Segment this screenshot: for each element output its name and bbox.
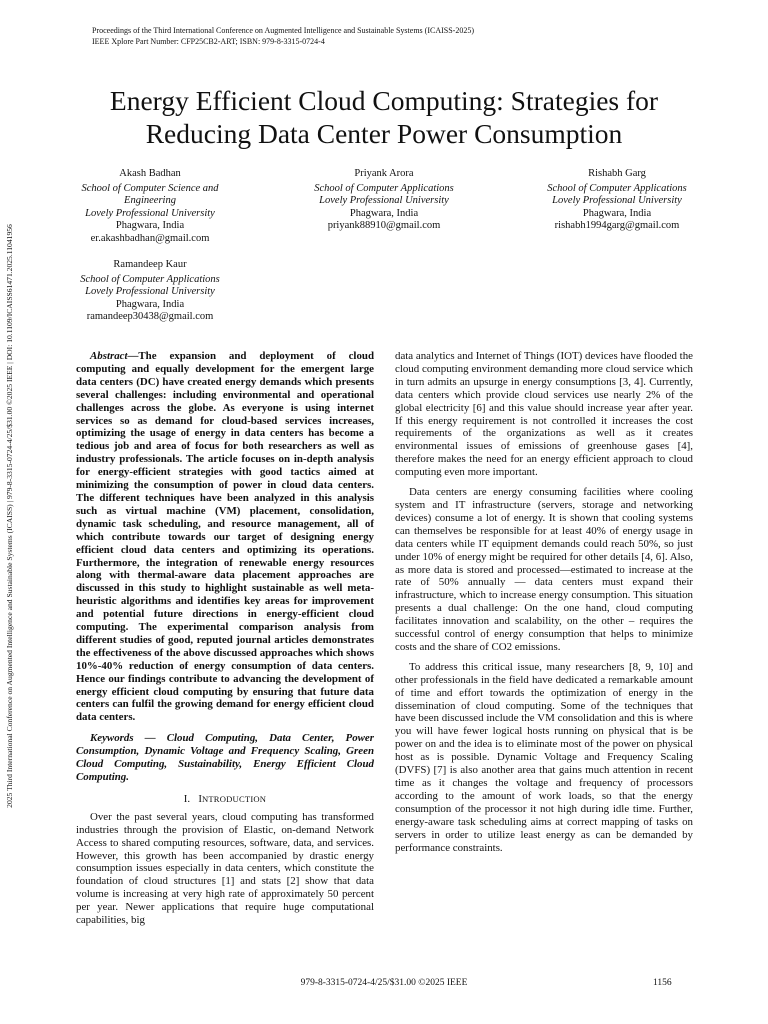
author-city: Phagwara, India <box>115 220 185 231</box>
right-column <box>395 350 693 854</box>
author-email: rishabh1994garg@gmail.com <box>554 220 680 231</box>
author-block <box>497 168 737 233</box>
author-email: er.akashbadhan@gmail.com <box>90 232 210 244</box>
author-name: Ramandeep Kaur <box>113 259 187 270</box>
abstract-text: —The expansion and deployment of cloud computing and equally development for the emergent large data centers (DC) have created energy demands which presents several challenges: including environmental and operational challenges across the globe. As everyone is using internet services so as demand for cloud-based services increases, optimizing the usage of energy in data centers has become a tedious job and area of focus for both researchers as well as industry professionals. The article focuses on in-depth analysis for energy-efficient strategies with good tactics aimed at minimizing the consumption of power in cloud data centers. The different techniques have been analyzed in this analysis such as virtual machine (VM) placement, consolidation, dynamic task scheduling, and resource management, all of which contribute towards our target of designing energy efficient cloud data centers and optimizing its operations. Furthermore, the integration of renewable energy resources along with thermal-aware data placement approaches are discussed in this study to highlight sustainable as well meta-heuristic algorithms and identifies key areas for improvement and potential future directions in energy-efficient cloud computing. The experimental comparison analysis from different studies of good, reputed journal articles demonstrates the effectiveness of the above discussed approaches which shows 10%-40% reduction of energy consumption of data centers. Hence our findings contribute to advancing the development of energy efficient cloud computing by ensuring that future data centers can fulfil the growing demand for energy efficient cloud data centers. <box>76 350 374 724</box>
author-university: Lovely Professional University <box>85 207 215 219</box>
body-paragraph: To address this critical issue, many researchers [8, 9, 10] and other professionals in the field have dedicated a remarkable amount of time and effort towards the optimization of energy in the dissemination of cloud computing. Some of the techniques that have been discussed include the VM consolidation and this is where you will have fewer logical hosts running on physical that is be power on and the idea is to eliminate most of the power on physical host as is possible. Dynamic Voltage and Frequency Scaling (DVFS) [7] is also another area that gains much attention in recent time as it changes the voltage and frequency of processors according to the amount of work loads, so that the energy consumption of the processor it not high during idle time. Further, energy-aware task scheduling aims at correct mapping of tasks on servers in order to utilize least energy as can be demanded by performance constraints. <box>395 660 693 854</box>
author-city: Phagwara, India <box>582 207 652 219</box>
author-affiliation: School of Computer Applications <box>80 273 220 285</box>
header-line-1: Proceedings of the Third International Conference on Augmented Intelligence and Sustainable Systems (ICAISS-2025) <box>92 26 474 35</box>
author-email: priyank88910@gmail.com <box>327 220 441 231</box>
title-line-1: Energy Efficient Cloud Computing: Strategies for <box>109 85 659 116</box>
author-affiliation: Engineering <box>124 195 176 206</box>
author-city: Phagwara, India <box>115 298 185 310</box>
abstract-lead: Abstract <box>90 350 128 362</box>
section-number: I. <box>183 792 191 805</box>
paper-title <box>30 84 738 150</box>
author-affiliation: School of Computer Science and <box>81 182 219 194</box>
author-name: Priyank Arora <box>354 168 414 179</box>
author-city: Phagwara, India <box>349 207 419 219</box>
section-title-initial: I <box>198 792 202 805</box>
author-affiliation: School of Computer Applications <box>547 182 687 194</box>
left-column <box>76 350 374 927</box>
body-paragraph: data analytics and Internet of Things (IOT) devices have flooded the cloud computing environment demanding more cloud service which in turn admits an upsurge in energy consumptions [3, 4]. Currently, data centers which provide cloud services use nearly 2% of the global electricity [6] and this value should increase year after year. If this energy requirement is not controlled it increases the cost requirements of the organizations as well as it creates environmental issues of emissions of greenhouse gases [4], therefore makes the need for an energy efficient approach to cloud computing even more important. <box>395 350 693 479</box>
author-block <box>264 168 504 233</box>
author-university: Lovely Professional University <box>552 195 682 206</box>
author-name: Akash Badhan <box>119 168 181 179</box>
keywords: Keywords — Cloud Computing, Data Center, Power Consumption, Dynamic Voltage and Frequency Scaling, Green Cloud Computing, Sustainability, Energy Efficient Cloud Computing. <box>76 732 374 783</box>
conference-header <box>92 25 474 47</box>
author-email: ramandeep30438@gmail.com <box>86 311 214 322</box>
author-name: Rishabh Garg <box>588 168 646 179</box>
section-heading-introduction <box>76 793 374 806</box>
author-university: Lovely Professional University <box>85 286 215 297</box>
section-title-rest: NTRODUCTION <box>201 793 267 804</box>
doi-sidebar: 2025 Third International Conference on Augmented Intelligence and Sustainable Systems (ICAISS) | 979-8-3315-0724-4/25/$31.00 ©2025 IEEE | DOI: 10.1109/ICAISS61471.2025.11041956 <box>5 224 14 808</box>
author-block <box>30 259 270 324</box>
author-university: Lovely Professional University <box>319 195 449 206</box>
footer-copyright: 979-8-3315-0724-4/25/$31.00 ©2025 IEEE <box>300 978 468 988</box>
page-number: 1156 <box>653 978 672 988</box>
intro-paragraph: Over the past several years, cloud computing has transformed industries through the provision of Elastic, on-demand Network Access to shared computing resources, software, data, and services. However, this growth has been accompanied by drastic energy consumption issues especially in data centers, which constitute the foundation of cloud structures [1] and stats [2] show that data volume is increasing at very high rate of approximately 50 percent per year. Newer applications that require huge computational capabilities, big <box>76 810 374 927</box>
body-paragraph: Data centers are energy consuming facilities where cooling system and IT infrastructure (servers, storage and networking devices) consume a lot of energy. It is shown that cooling systems can themselves be responsible for at least 40% of energy usage in data centers while IT equipment demands could reach 50%, so just under 10% of energy might be required for other details [4, 6]. Also, as more data is stored and processed—estimated to increase at the rate of 50% annually — data centers must expand their infrastructure, which to increase energy consumption. This situation presents a dual challenge: On the one hand, cloud computing facilitates innovation and scalability, on the other – requires the successful control of energy consumption that helps to minimize costs and the share of CO2 emissions. <box>395 486 693 653</box>
author-affiliation: School of Computer Applications <box>314 182 454 194</box>
author-block <box>30 168 270 245</box>
header-line-2: IEEE Xplore Part Number: CFP25CB2-ART; ISBN: 979-8-3315-0724-4 <box>92 37 325 46</box>
title-line-2: Reducing Data Center Power Consumption <box>145 118 623 149</box>
abstract <box>76 350 374 724</box>
